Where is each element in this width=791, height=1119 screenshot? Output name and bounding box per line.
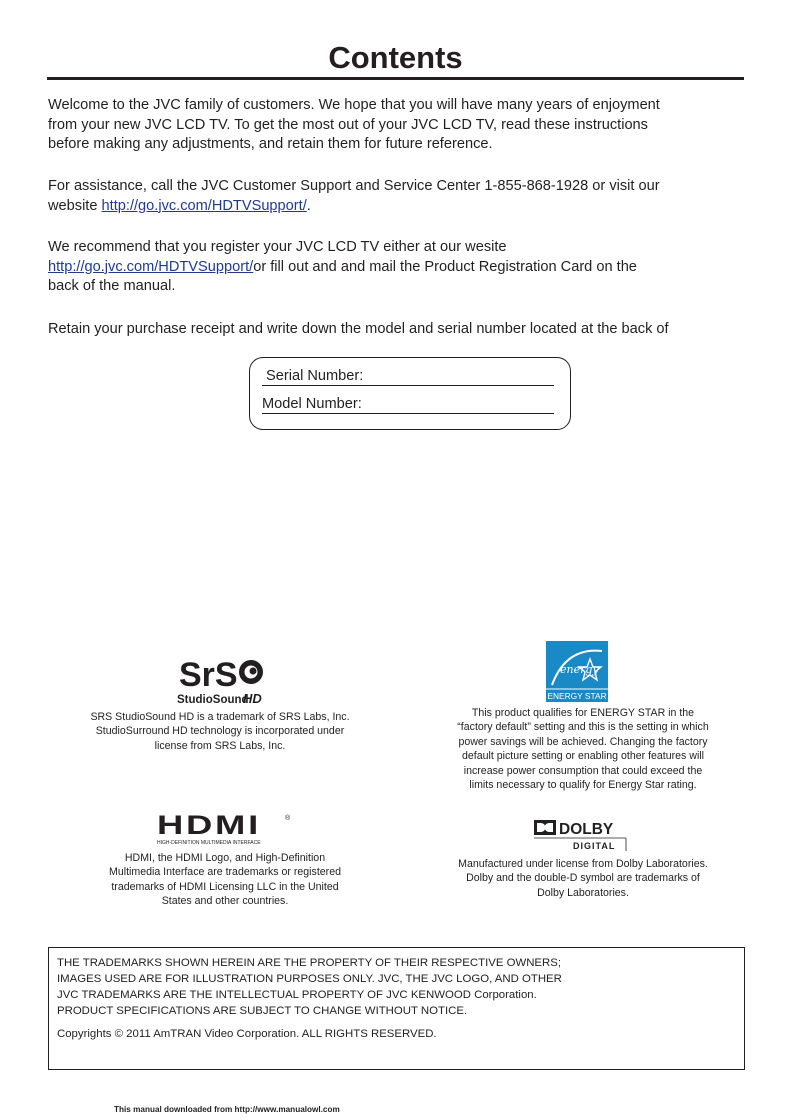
hdmi-logo-reg: ® <box>285 815 291 822</box>
energy-star-caption-line: limits necessary to qualify for Energy Star rating. <box>469 779 697 792</box>
support-suffix: . <box>306 197 311 214</box>
title-divider <box>47 77 744 80</box>
srs-logo-text: SrS <box>179 656 238 694</box>
model-number-label: Model Number: <box>262 396 362 412</box>
retain-paragraph: Retain your purchase receipt and write down the model and serial number located at the back of <box>48 321 669 337</box>
energy-star-logo-mark <box>546 641 608 702</box>
dolby-logo-text: DOLBY <box>559 821 614 838</box>
register-line: back of the manual. <box>48 278 176 295</box>
hdmi-caption-line: trademarks of HDMI Licensing LLC in the United <box>111 880 339 893</box>
hdmi-logo-sub: HIGH-DEFINITION MULTIMEDIA INTERFACE <box>157 840 261 846</box>
disclaimer-line: JVC TRADEMARKS ARE THE INTELLECTUAL PROPERTY OF JVC KENWOOD Corporation. <box>57 989 537 1001</box>
disclaimer-line: PRODUCT SPECIFICATIONS ARE SUBJECT TO CHANGE WITHOUT NOTICE. <box>57 1005 468 1017</box>
download-footer: This manual downloaded from http://www.manualowl.com <box>114 1105 340 1114</box>
dolby-caption-line: Manufactured under license from Dolby Laboratories. <box>458 858 708 870</box>
support-line-2 <box>48 197 748 217</box>
srs-logo-sub: StudioSound <box>177 694 249 706</box>
hdmi-caption-line: HDMI, the HDMI Logo, and High-Definition <box>124 852 326 864</box>
srs-caption-line: StudioSurround HD technology is incorporated under <box>95 725 345 738</box>
energy-star-block <box>433 641 733 792</box>
energy-star-logo <box>433 641 733 702</box>
support-line: For assistance, call the JVC Customer Support and Service Center 1-855-868-1928 or visit our <box>48 178 660 194</box>
hdmi-caption-line: Multimedia Interface are trademarks or registered <box>109 866 341 879</box>
energy-star-caption-line: This product qualifies for ENERGY STAR in the <box>471 707 695 719</box>
disclaimer-line: IMAGES USED ARE FOR ILLUSTRATION PURPOSES ONLY. JVC, THE JVC LOGO, AND OTHER <box>57 973 562 985</box>
srs-block <box>70 656 370 753</box>
hdmi-logo-mark <box>157 812 297 846</box>
srs-logo-mark <box>175 656 275 706</box>
hdmi-caption <box>75 851 375 909</box>
serial-model-box <box>249 357 571 430</box>
srs-caption-line: SRS StudioSound HD is a trademark of SRS Labs, Inc. <box>90 711 350 723</box>
srs-logo-hd: HD <box>243 691 262 706</box>
trademark-disclaimer-box <box>48 947 745 1070</box>
dolby-caption <box>433 857 733 900</box>
hdmi-block <box>75 812 375 909</box>
page-title: Contents <box>328 40 463 75</box>
dolby-logo-mark <box>533 817 633 852</box>
energy-star-caption-line: “factory default” setting and this is the setting in which <box>457 721 709 734</box>
welcome-paragraph <box>48 96 748 155</box>
support-paragraph <box>48 177 748 216</box>
support-link[interactable]: http://go.jvc.com/HDTVSupport/ <box>101 197 307 214</box>
energy-star-caption-line: increase power consumption that could exceed the <box>463 764 703 777</box>
register-line-2 <box>48 258 748 278</box>
hdmi-logo-text: HDMI <box>157 812 261 840</box>
energy-star-caption-line: power savings will be achieved. Changing the factory <box>458 735 708 748</box>
copyright-line: Copyrights © 2011 AmTRAN Video Corporation. ALL RIGHTS RESERVED. <box>57 1028 437 1040</box>
register-link[interactable]: http://go.jvc.com/HDTVSupport/ <box>48 258 254 275</box>
register-line: We recommend that you register your JVC LCD TV either at our wesite <box>48 239 507 255</box>
dolby-logo-sub: DIGITAL <box>573 841 616 851</box>
disclaimer-line: THE TRADEMARKS SHOWN HEREIN ARE THE PROPERTY OF THEIR RESPECTIVE OWNERS; <box>57 957 562 969</box>
serial-number-line <box>262 385 554 386</box>
dolby-caption-line: Dolby Laboratories. <box>537 886 629 899</box>
hdmi-logo <box>75 812 375 846</box>
serial-number-label: Serial Number: <box>266 368 364 384</box>
dolby-logo <box>433 817 733 852</box>
energy-star-logo-text: ENERGY STAR <box>547 691 607 701</box>
energy-star-script: energy <box>560 663 599 676</box>
srs-caption <box>70 710 370 753</box>
srs-caption-line: license from SRS Labs, Inc. <box>154 739 286 752</box>
energy-star-caption <box>433 706 733 792</box>
dolby-caption-line: Dolby and the double-D symbol are trademarks of <box>466 872 700 885</box>
energy-star-caption-line: default picture setting or enabling other features will <box>461 750 705 763</box>
srs-logo <box>70 656 370 706</box>
welcome-line: Welcome to the JVC family of customers. We hope that you will have many years of enjoyment <box>48 97 660 113</box>
model-number-line <box>262 413 554 414</box>
support-prefix: website <box>48 197 102 214</box>
welcome-line: from your new JVC LCD TV. To get the most out of your JVC LCD TV, read these instructions <box>48 116 648 133</box>
register-line-rest: or fill out and and mail the Product Registration Card on the <box>253 258 637 275</box>
dolby-block <box>433 817 733 900</box>
welcome-line: before making any adjustments, and retain them for future reference. <box>48 136 493 153</box>
register-paragraph <box>48 238 748 297</box>
hdmi-caption-line: States and other countries. <box>161 895 289 908</box>
